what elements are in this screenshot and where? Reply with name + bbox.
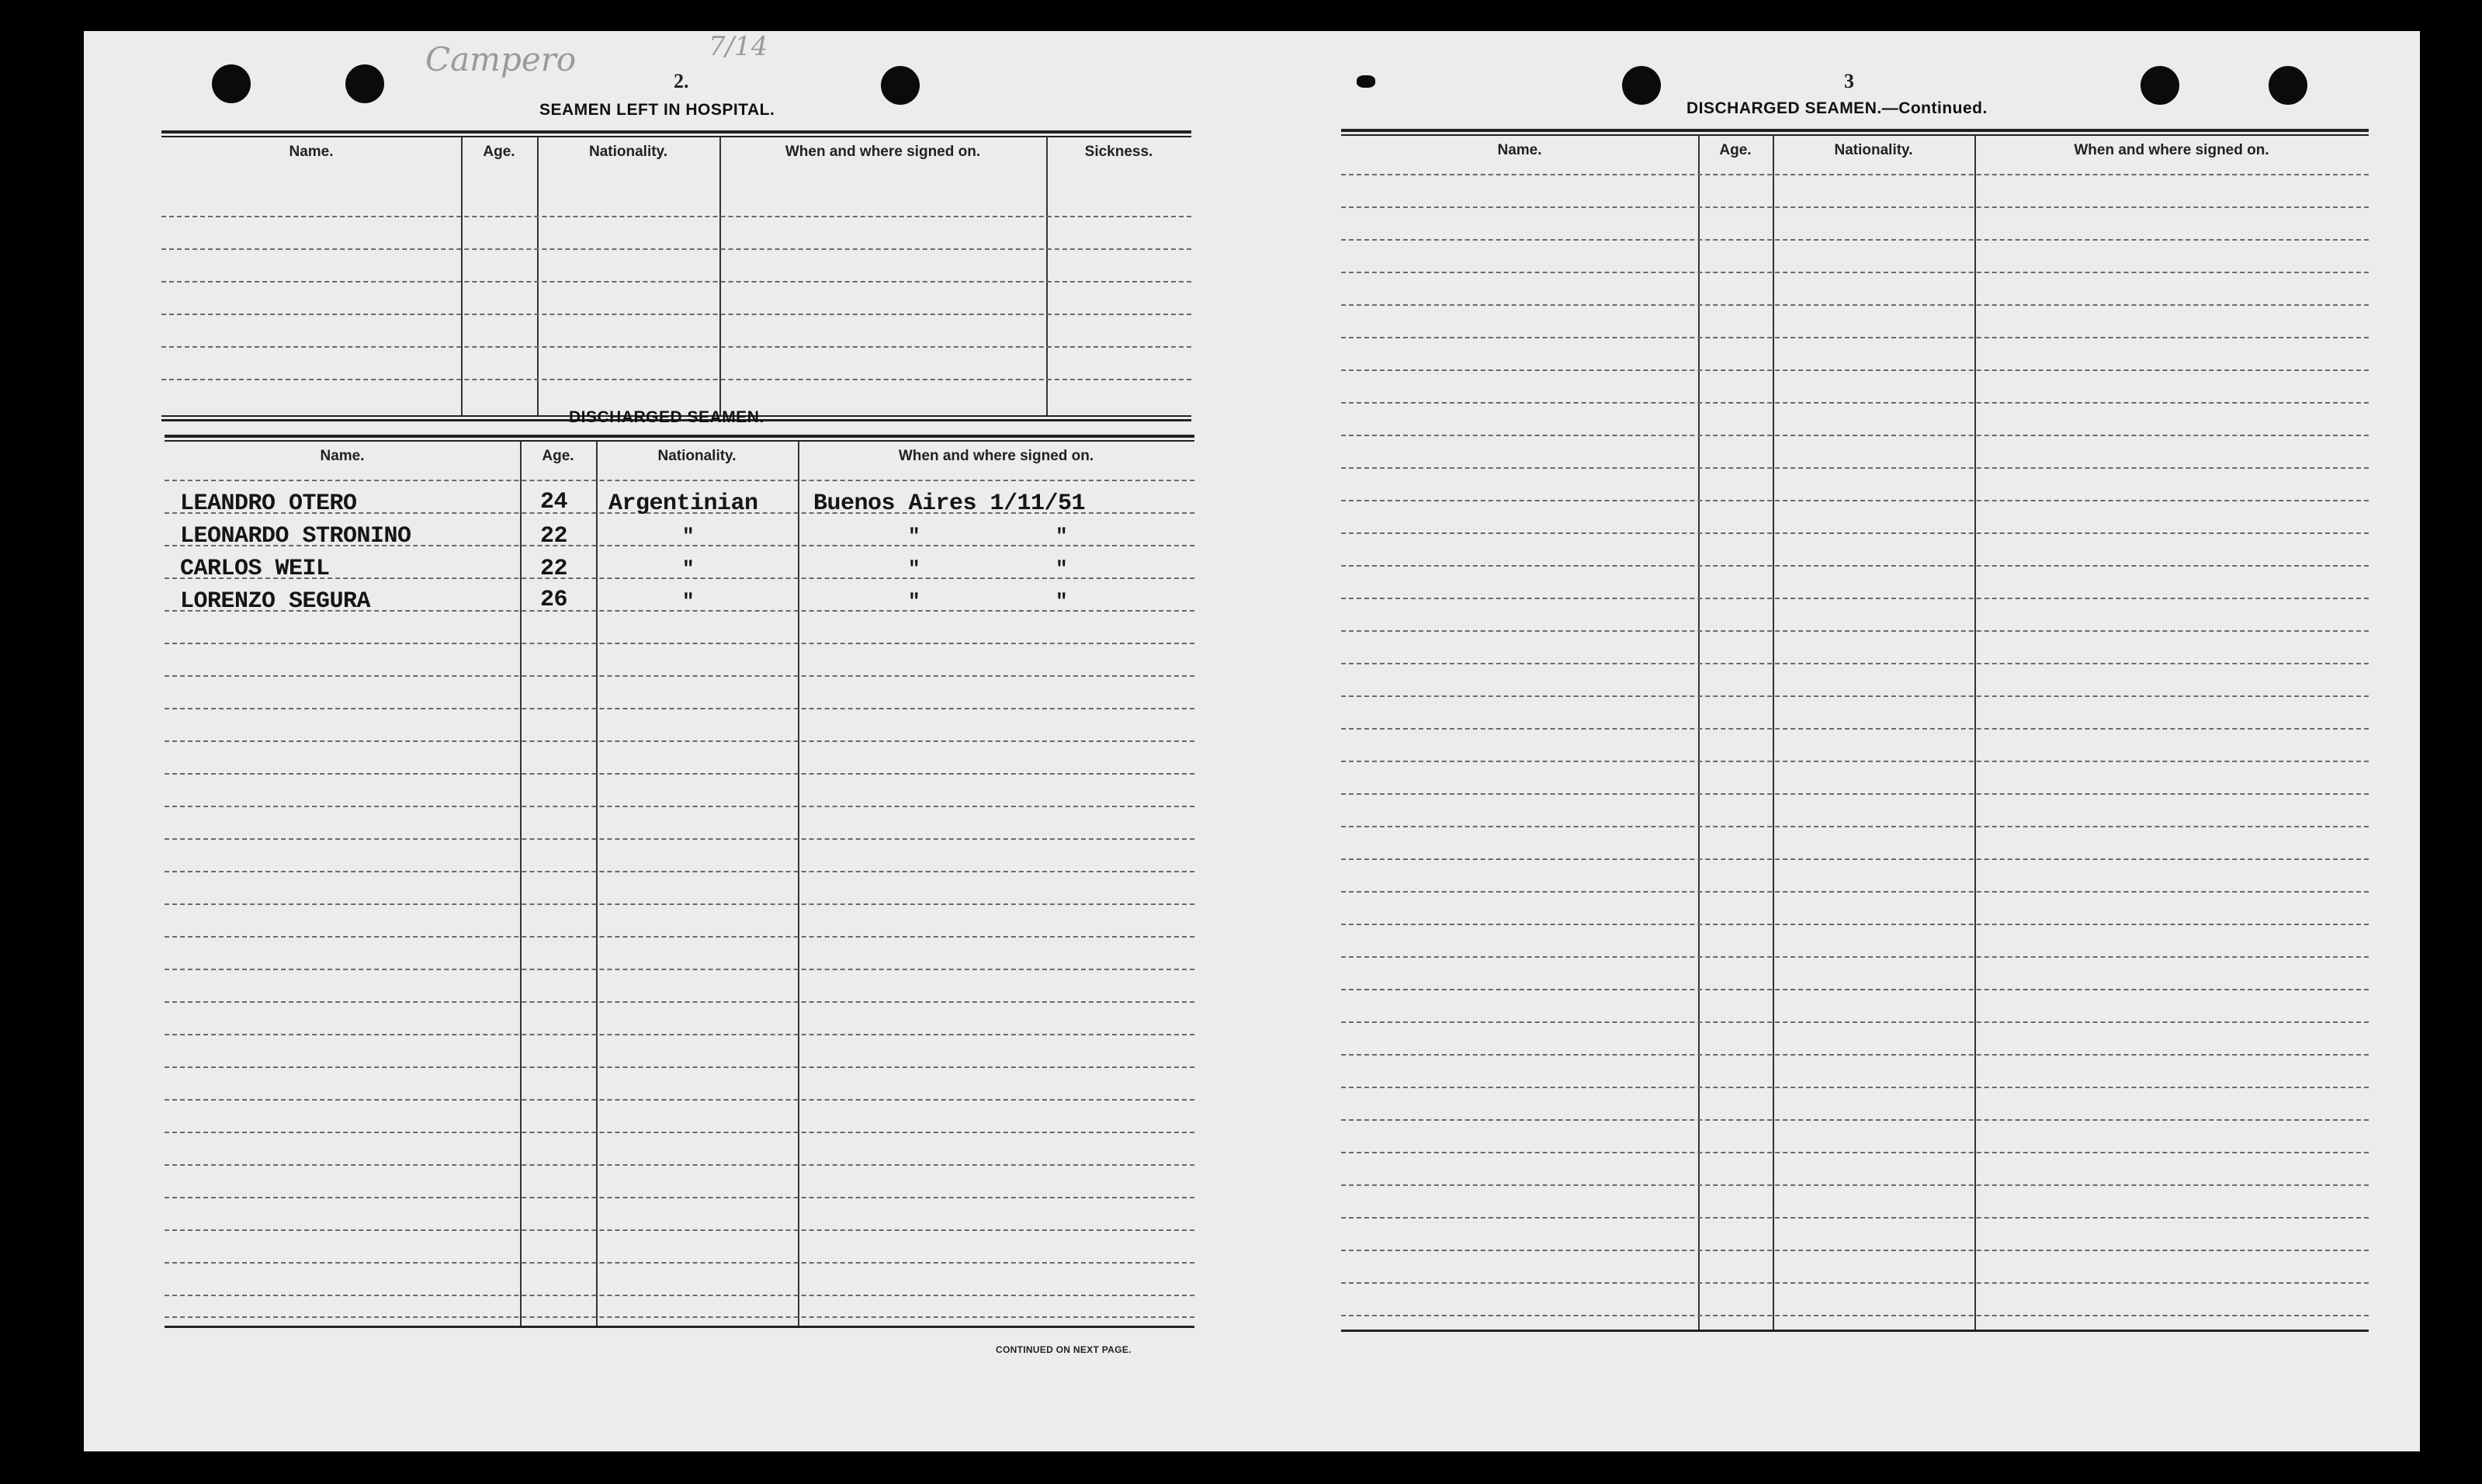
row-3-date-ditto: "	[1056, 557, 1068, 581]
punch-hole	[1622, 66, 1661, 105]
continued-header-age: Age.	[1719, 142, 1752, 158]
discharged-header-name: Name.	[320, 448, 365, 464]
handwritten-page-ref: 7/14	[709, 31, 768, 62]
row-4-nationality-ditto: "	[682, 590, 695, 613]
discharged-section-title: DISCHARGED SEAMEN.	[569, 408, 764, 426]
row-4-date-ditto: "	[1056, 590, 1068, 613]
continued-header-signed-on: When and where signed on.	[2074, 142, 2269, 158]
hospital-header-signed-on: When and where signed on.	[785, 144, 981, 160]
row-1-signed-on: Buenos Aires 1/11/51	[813, 491, 1086, 517]
row-3-age: 22	[540, 556, 568, 582]
punch-hole	[881, 66, 920, 105]
discharged-header-nationality: Nationality.	[657, 448, 737, 464]
row-1-name: LEANDRO OTERO	[180, 491, 357, 517]
punch-hole	[2269, 66, 2307, 105]
right-page-number: 3	[1844, 70, 1854, 92]
row-3-nationality-ditto: "	[682, 557, 695, 581]
row-2-name: LEONARDO STRONINO	[180, 523, 411, 550]
row-2-place-ditto: "	[908, 525, 920, 548]
row-2-date-ditto: "	[1056, 525, 1068, 548]
continued-header-nationality: Nationality.	[1834, 142, 1913, 158]
discharged-header-signed-on: When and where signed on.	[898, 448, 1094, 464]
row-1-age: 24	[540, 489, 568, 515]
continued-section-title: DISCHARGED SEAMEN.—Continued.	[1686, 99, 1988, 117]
continued-header-name: Name.	[1497, 142, 1542, 158]
punch-hole	[345, 64, 384, 103]
hospital-header-age: Age.	[483, 144, 515, 160]
discharged-header-age: Age.	[542, 448, 574, 464]
punch-hole	[2141, 66, 2179, 105]
hospital-table	[161, 130, 1191, 424]
row-2-age: 22	[540, 523, 568, 550]
hospital-header-nationality: Nationality.	[589, 144, 667, 160]
hospital-header-sickness: Sickness.	[1084, 144, 1153, 160]
continued-note: CONTINUED ON NEXT PAGE.	[996, 1344, 1132, 1355]
row-1-nationality: Argentinian	[608, 491, 758, 517]
left-page-number: 2.	[674, 70, 689, 92]
punch-hole-small	[1357, 75, 1375, 88]
hospital-header-name: Name.	[289, 144, 334, 160]
row-4-age: 26	[540, 587, 568, 613]
discharged-table	[165, 435, 1194, 1335]
row-4-place-ditto: "	[908, 590, 920, 613]
handwritten-ship-name: Campero	[425, 40, 577, 78]
discharged-continued-table	[1341, 129, 2369, 1340]
hospital-section-title: SEAMEN LEFT IN HOSPITAL.	[539, 101, 775, 119]
row-2-nationality-ditto: "	[682, 525, 695, 548]
row-4-name: LORENZO SEGURA	[180, 588, 371, 615]
punch-hole	[212, 64, 251, 103]
ledger-sheet	[84, 31, 2420, 1451]
row-3-name: CARLOS WEIL	[180, 556, 330, 582]
row-3-place-ditto: "	[908, 557, 920, 581]
